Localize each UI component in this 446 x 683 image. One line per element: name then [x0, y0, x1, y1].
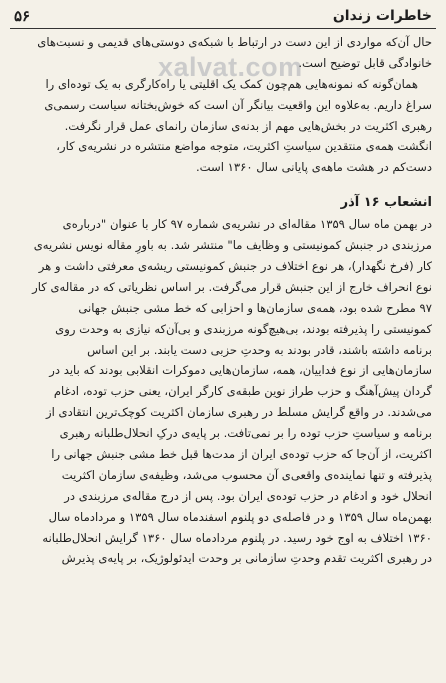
page-number: ۵۶ — [14, 7, 31, 25]
text-line: گردان پیش‌آهنگ و حزب طراز نوین طبقه‌ی کارگر ایران، یعنی حزب توده، ادغام — [53, 384, 432, 399]
header-rule — [10, 28, 436, 29]
running-title: خاطرات زندان — [332, 8, 432, 24]
section-heading: انشعاب ۱۶ آذر — [340, 195, 432, 211]
text-line: انحلال خود و ادغام در حزب توده‌ی ایران بود. پس از درج مقاله‌ی مرزبندی در — [64, 488, 432, 503]
text-line: ۱۳۶۰ اختلاف به اوج خود رسید. در پلنوم مردادماه سال ۱۳۶۰ گرایش انحلال‌طلبانه — [42, 530, 432, 545]
text-line: نوع انحراف خارج از این جنبش قرار می‌گرفت. بر اساس نظریاتی که در مقاله‌ی کار — [32, 279, 432, 294]
text-line: برنامه داشته باشند، قادر بودند به وحدتِ حزبی دست یابند. بر این اساس — [87, 342, 432, 357]
text-line: در رهبری اکثریت تقدم وحدتِ سازمانی بر وحدت ایدئولوژیک، بر پایه‌ی پذیرش — [61, 551, 432, 566]
text-line: مرزبندی در جنبش کمونیستی و وظایف ما" منتشر شد. به باورِ مقاله نویس نشریه‌ی — [33, 238, 432, 253]
paragraph-3 — [14, 214, 432, 569]
text-line: برنامه و سیاستِ حزب توده را بر نمی‌تافت. بر پایه‌ی درکِ انحلال‌طلبانه رهبری — [59, 426, 432, 441]
page-header — [14, 4, 432, 28]
text-line: ۹۷ مطرح شده بود، همه‌ی سازمان‌ها و احزابی که خط مشی جنبش جهانی — [78, 300, 432, 315]
text-line: کمونیستی را پذیرفته بودند، بی‌هیچ‌گونه مرزبندی و بی‌آن‌که نیازی به وحدت روی — [55, 321, 432, 336]
text-line: سراغ داریم. به‌علاوه این واقعیت بیانگر آن است که خوش‌بختانه سیاست رسمی‌ی — [44, 97, 432, 112]
text-line: بهمن‌ماه سال ۱۳۵۹ و در فاصله‌ی دو پلنوم اسفندماه سال ۱۳۵۹ و مردادماه سال — [48, 509, 432, 524]
paragraph-1 — [14, 32, 432, 74]
text-line: می‌شدند. در واقع گرایش مسلط در رهبری سازمان اکثریت کوچک‌ترین انتقادی از — [46, 405, 432, 420]
text-line: حال آن‌که مواردی از این دست در ارتباط با شبکه‌ی دوستی‌های قدیمی و نسبت‌های — [37, 35, 432, 49]
text-line: پذیرفته و تنها نماینده‌ی واقعی‌ی آن محسوب می‌شد، وظیفه‌ی سازمان اکثریت — [61, 467, 432, 482]
text-line: سازمان‌هایی از نوع فداییان، همه، سازمان‌هایی دموکرات انقلابی بودند که باید در — [49, 363, 432, 378]
text-line: خانوادگی قابل توضیح است. — [298, 55, 432, 70]
text-line: کار (فرخ نگهدار)، هر نوع اختلاف در جنبش کمونیستی ریشه‌ی معرفتی داشت و هر — [38, 259, 432, 274]
text-line: اکثریت، از آن‌جا که حزب توده‌ی ایران از مدت‌ها قبل خط مشی جنبش جهانی را — [51, 447, 432, 462]
page-body — [14, 32, 432, 569]
text-line: رهبری اکثریت در بخش‌هایی مهم از بدنه‌ی سازمان را‌نمای عمل قرار نگرفت. — [64, 118, 432, 133]
text-line: دست‌کم در هشت ماهه‌ی پایانی سال ۱۳۶۰ است. — [195, 160, 432, 175]
paragraph-2 — [14, 74, 432, 178]
text-line: انگشت همه‌ی منتقدین سیاستِ اکثریت، متوجه مواضع منتشره در نشریه‌ی کار، — [56, 139, 432, 154]
text-line: در بهمن ماه سال ۱۳۵۹ مقاله‌ای در نشریه‌ی شماره ۹۷ کار با عنوان "درباره‌ی — [62, 217, 432, 232]
watermark: xalvat.com — [158, 52, 303, 82]
text-line: همان‌گونه که نمونه‌هایی هم‌چون کمک یک اقلیتی یا راه‌کارگری به یک توده‌ای را — [45, 76, 418, 91]
